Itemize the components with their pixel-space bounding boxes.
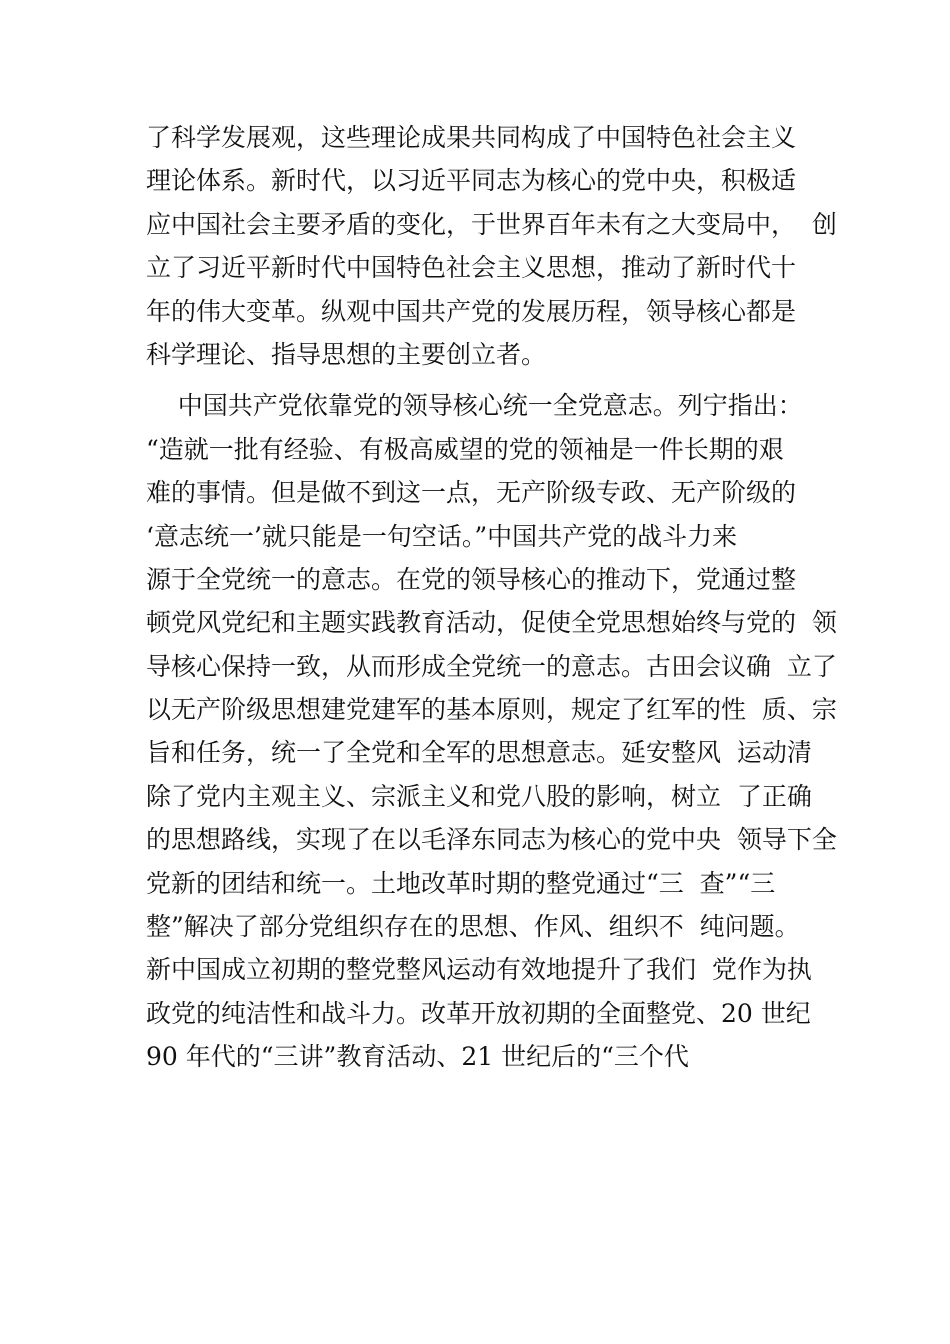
text-line: 难的事情。但是做不到这一点，无产阶级专政、无产阶级的 xyxy=(146,478,797,508)
text-line: 了科学发展观，这些理论成果共同构成了中国特色社会主义 xyxy=(146,123,797,152)
text-line: 源于全党统一的意志。在党的领导核心的推动下，党通过整 xyxy=(146,564,797,594)
text-line: 年的伟大变革。纵观中国共产党的发展历程，领导核心都是 xyxy=(146,296,797,326)
body-text xyxy=(146,116,846,1079)
paragraph xyxy=(146,116,846,376)
text-line: 的思想路线，实现了在以毛泽东同志为核心的党中央 领导下全 xyxy=(146,825,837,855)
text-line: 90 年代的“三讲”教育活动、21 世纪后的“三个代 xyxy=(146,1042,689,1072)
text-line: 旨和任务，统一了全党和全军的思想意志。延安整风 运动清 xyxy=(146,738,812,768)
text-line: 顿党风党纪和主题实践教育活动，促使全党思想始终与党的 领 xyxy=(146,608,837,638)
text-line: 党新的团结和统一。土地改革时期的整党通过“三 查”“三 xyxy=(146,868,776,898)
paragraph xyxy=(146,384,846,1078)
text-line: 应中国社会主要矛盾的变化，于世界百年未有之大变局中， 创 xyxy=(146,209,837,239)
text-line: 立了习近平新时代中国特色社会主义思想，推动了新时代十 xyxy=(146,253,797,283)
text-line: 理论体系。新时代，以习近平同志为核心的党中央，积极适 xyxy=(146,166,797,196)
text-line: 政党的纯洁性和战斗力。改革开放初期的全面整党、20 世纪 xyxy=(146,998,811,1028)
text-line: 整”解决了部分党组织存在的思想、作风、组织不 纯问题。 xyxy=(146,912,800,942)
text-line: 以无产阶级思想建党建军的基本原则，规定了红军的性 质、宗 xyxy=(146,695,837,725)
text-line: 除了党内主观主义、宗派主义和党八股的影响，树立 了正确 xyxy=(146,781,812,811)
text-line: “造就一批有经验、有极高威望的党的领袖是一件长期的艰 xyxy=(146,434,784,464)
text-line: ‘意志统一’就只能是一句空话。”中国共产党的战斗力来 xyxy=(146,521,738,551)
text-line: 科学理论、指导思想的主要创立者。 xyxy=(146,339,547,369)
text-line: 中国共产党依靠党的领导核心统一全党意志。列宁指出： xyxy=(146,391,803,421)
text-line: 新中国成立初期的整党整风运动有效地提升了我们 党作为执 xyxy=(146,955,812,985)
text-line: 导核心保持一致，从而形成全党统一的意志。古田会议确 立了 xyxy=(146,651,837,681)
